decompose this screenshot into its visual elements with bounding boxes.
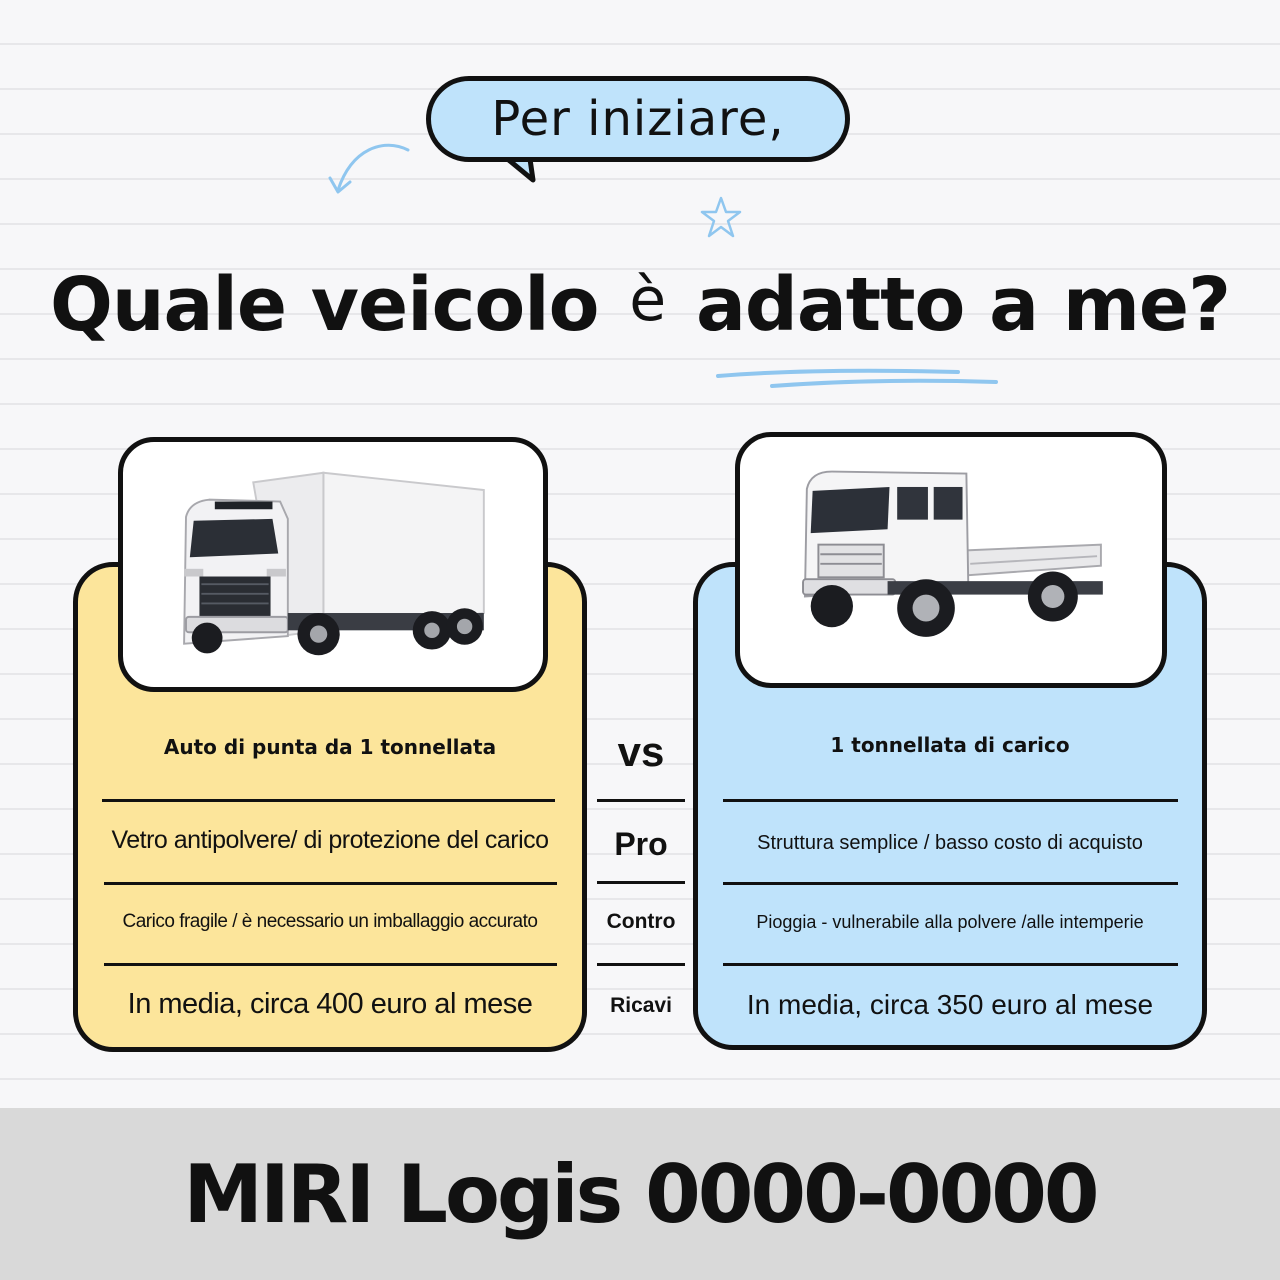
footer-contact-text: MIRI Logis 0000-0000 xyxy=(183,1147,1097,1241)
left-revenue-text: In media, circa 400 euro al mese xyxy=(127,988,533,1020)
title-part-3: adatto a me? xyxy=(695,262,1231,348)
vs-label: vs xyxy=(617,728,665,775)
left-divider-3 xyxy=(104,963,557,966)
title-part-2: è xyxy=(629,265,666,335)
left-divider-2 xyxy=(104,882,557,885)
contro-row-label: Contro xyxy=(606,910,676,933)
star-icon xyxy=(698,194,744,240)
page-title xyxy=(0,262,1280,348)
left-divider-1 xyxy=(102,799,555,802)
left-pro-text: Vetro antipolvere/ di protezione del carico xyxy=(111,826,549,854)
right-divider-1 xyxy=(723,799,1178,802)
middle-divider-2 xyxy=(597,881,685,884)
curved-arrow-icon xyxy=(326,138,416,202)
ricavi-row-label: Ricavi xyxy=(610,994,672,1017)
footer-banner xyxy=(0,1108,1280,1280)
right-divider-2 xyxy=(723,882,1178,885)
middle-divider-1 xyxy=(597,799,685,802)
left-vehicle-name: Auto di punta da 1 tonnellata xyxy=(163,735,497,759)
right-divider-3 xyxy=(723,963,1178,966)
right-vehicle-name: 1 tonnellata di carico xyxy=(830,733,1070,757)
bubble-text: Per iniziare, xyxy=(491,91,785,147)
title-underline xyxy=(712,366,1002,390)
middle-divider-3 xyxy=(597,963,685,966)
flatbed-truck-image xyxy=(735,432,1167,688)
right-con-text: Pioggia - vulnerabile alla polvere /alle intemperie xyxy=(756,912,1144,932)
right-pro-text: Struttura semplice / basso costo di acquisto xyxy=(757,832,1143,854)
title-part-1: Quale veicolo xyxy=(49,262,599,348)
box-truck-image xyxy=(118,437,548,692)
pro-row-label: Pro xyxy=(614,826,668,862)
speech-bubble xyxy=(426,76,850,162)
left-con-text: Carico fragile / è necessario un imballaggio accurato xyxy=(122,911,538,932)
right-revenue-text: In media, circa 350 euro al mese xyxy=(746,989,1154,1020)
